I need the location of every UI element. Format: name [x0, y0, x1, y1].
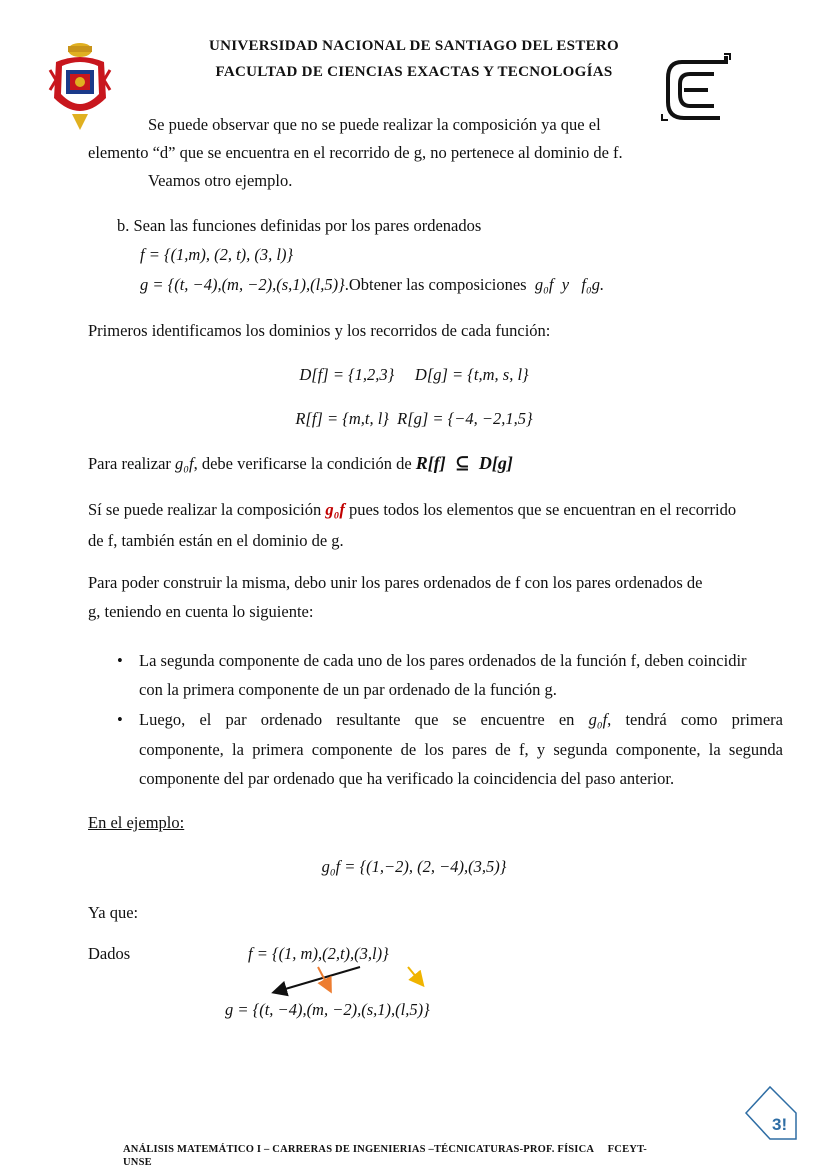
composition-gf: g₀f	[534, 275, 554, 294]
domains-formula: D[f] = {1,2,3} D[g] = {t,m, s, l}	[299, 365, 529, 384]
bullet-2-line-1a: Luego, el par ordenado resultante que se encuentre en	[139, 710, 589, 729]
intro-line-2: elemento “d” que se encuentra en el recorrido de g, no pertenece al dominio de f.	[88, 143, 623, 162]
condition-line	[88, 449, 513, 478]
condition-rest: , debe verificarse la condición de	[193, 454, 416, 473]
intro-line-1: Se puede observar que no se puede realizar la composición ya que el	[148, 115, 601, 134]
bullet-dot-2: •	[117, 710, 123, 729]
condition-text: Para realizar	[88, 454, 176, 473]
possible-pre: Sí se puede realizar la composición	[88, 500, 326, 519]
bullet-1-line-1: La segunda componente de cada uno de los pares ordenados de la función f, deben coincidir	[139, 651, 747, 670]
bullet-2-line-1	[139, 705, 783, 735]
possible-post: pues todos los elementos que se encuentran en el recorrido	[344, 500, 737, 519]
bullet-2-comp: g₀f	[588, 710, 608, 729]
condition-comp: g₀f	[175, 454, 194, 473]
intro-line-3: Veamos otro ejemplo.	[148, 171, 293, 190]
example-b-label: b. Sean las funciones definidas por los pares ordenados	[117, 216, 482, 235]
g-definition: g = {(t, −4),(m, −2),(s,1),(l,5)}	[140, 275, 345, 294]
composition-fg: f₀g.	[581, 275, 605, 294]
task-text: .Obtener las composiciones	[344, 275, 531, 294]
diagram-f-set: f = {(1, m),(2,t),(3,l)}	[248, 944, 389, 963]
bullet-dot-1: •	[117, 651, 123, 670]
bullet-2-line-3: componente del par ordenado que ha verificado la coincidencia del paso anterior.	[139, 769, 675, 788]
condition-formula: R[f] ⊆ D[g]	[415, 453, 513, 473]
bullet-2-line-2: componente, la primera componente de los pares de f, y segunda componente, la segunda	[139, 740, 783, 759]
mapping-arrows	[260, 960, 440, 1000]
arrow-yellow	[408, 967, 422, 984]
conjunction-y: y	[561, 275, 570, 294]
g-definition-line	[140, 270, 604, 299]
bullet-2-line-1b: , tendrá como primera	[607, 710, 783, 729]
ranges-formula: R[f] = {m,t, l} R[g] = {−4, −2,1,5}	[295, 409, 533, 428]
example-label	[88, 808, 184, 837]
dados-label: Dados	[88, 944, 131, 963]
arrow-black	[275, 967, 360, 992]
construct-line-2: g, teniendo en cuenta lo siguiente:	[88, 602, 314, 621]
f-definition: f = {(1,m), (2, t), (3, l)}	[140, 245, 294, 264]
bullet-1-line-2: con la primera componente de un par ordenado de la función g.	[139, 680, 557, 699]
example-label-text: En el ejemplo:	[88, 813, 185, 832]
possible-line-1	[88, 495, 736, 524]
possible-comp-highlight: g₀f	[325, 500, 345, 519]
diagram-g-set: g = {(t, −4),(m, −2),(s,1),(l,5)}	[225, 1000, 430, 1019]
ya-que-label: Ya que:	[88, 903, 139, 922]
domains-intro: Primeros identificamos los dominios y los recorridos de cada función:	[88, 321, 551, 340]
faculty-logo	[660, 52, 732, 124]
result-formula: g₀f = {(1,−2), (2, −4),(3,5)}	[321, 857, 507, 876]
page-number: 3!	[772, 1115, 788, 1134]
page-number-badge	[740, 1085, 800, 1145]
footer-line-2: UNSE	[123, 1157, 152, 1168]
possible-line-2: de f, también están en el dominio de g.	[88, 531, 344, 550]
university-title: UNIVERSIDAD NACIONAL DE SANTIAGO DEL ESTERO	[208, 38, 620, 54]
faculty-title: FACULTAD DE CIENCIAS EXACTAS Y TECNOLOGÍAS	[215, 64, 613, 80]
construct-line-1: Para poder construir la misma, debo unir los pares ordenados de f con los pares ordenados de	[88, 573, 703, 592]
footer-line-1: ANÁLISIS MATEMÁTICO I – CARRERAS DE INGENIERIAS –TÉCNICATURAS-PROF. FÍSICA FCEYT-	[123, 1144, 647, 1155]
